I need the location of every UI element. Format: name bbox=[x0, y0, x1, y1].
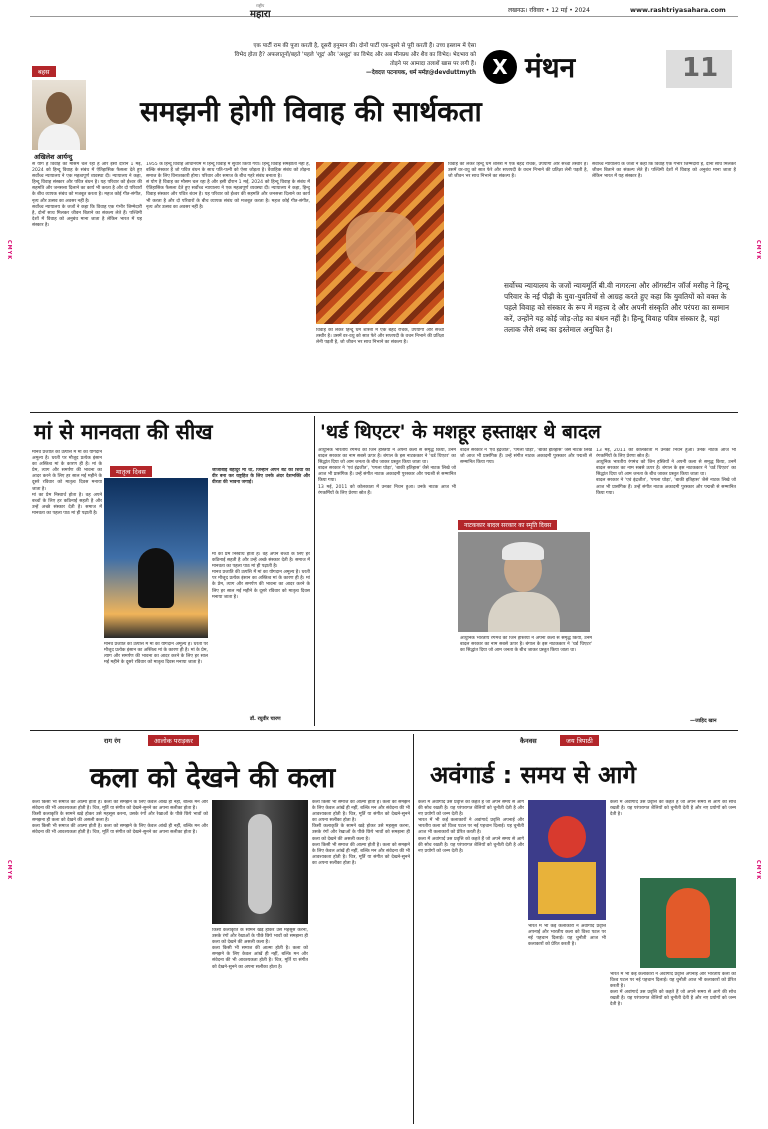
pull-quote: सर्वोच्च न्यायालय के जजों न्यायमूर्ति बी.वी नागरत्ना और ऑगस्टीन जॉर्ज मसीह ने हिन्दू परिवार के नई पीढ़ी के युवा-युवतियों से आग्रह करते हुए कहा कि युवतियों को वक्त के पहले विवाह को संस्कार के रूप में महत्त्व दे और अपनी संस्कृति और परंपरा का सम्मान करें, उन्होंने यह कोई जोड़-तोड़ का बंधन नहीं है। हिन्दू विवाह पवित्र संस्कार है, यहां तलाक जैसे शब्द का इस्तेमाल अनुचित है। bbox=[504, 281, 730, 334]
paragraph: कला किसी भी समाज की आत्मा होती है। कला को समझने के लिए केवल आंखें ही नहीं, बल्कि मन और संवेदना की भी आवश्यकता होती है। चित्र, मूर्ति या संगीत को देखने-सुनने का अपना सलीका होता है। bbox=[212, 946, 308, 970]
painting-body-icon bbox=[538, 862, 596, 914]
paragraph: कला किसी भी समाज की आत्मा होती है। कला को समझने के लिए केवल आंखें ही नहीं, बल्कि मन और संवेदना की भी आवश्यकता होती है। चित्र, मूर्ति या संगीत को देखने-सुनने का अपना सलीका होता है। bbox=[312, 800, 410, 824]
paragraph: कला किसी भी समाज की आत्मा होती है। कला को समझने के लिए केवल आंखें ही नहीं, बल्कि मन और संवेदना की भी आवश्यकता होती है। चित्र, मूर्ति या संगीत को देखने-सुनने का अपना सलीका होता है। bbox=[32, 800, 208, 812]
paragraph: मानव प्रजाति की उत्पत्ति में मां का योगदान अमूल्य है। धरती पर मौजूद प्रत्येक इंसान का अस्तित्व मां के कारण ही है। मां के प्रेम, त्याग और समर्पण की भावना का आदर करने के लिए हर साल मई महीने के दूसरे रविवार को मातृत्व दिवस मनाया जाता है। bbox=[104, 642, 208, 666]
headline: मां से मानवता की सीख bbox=[34, 420, 213, 444]
paragraph: कला में अवांगार्द उस प्रवृत्ति को कहते हैं जो अपने समय से आगे की सोच रखती है। यह परंपरागत शैलियों को चुनौती देती है और नए प्रयोगों को जन्म देती है। bbox=[610, 800, 736, 818]
author-head-icon bbox=[46, 92, 72, 124]
author-name: अखिलेश आर्यन्दु bbox=[34, 153, 73, 161]
brand-logo: महारा bbox=[250, 9, 271, 20]
cmyk-mark: CMYK bbox=[755, 860, 761, 881]
headline: 'थर्ड थिएटर' के मशहूर हस्ताक्षर थे बादल bbox=[320, 421, 601, 443]
x-logo-icon: X bbox=[483, 50, 517, 84]
article-tag: मातृत्व दिवस bbox=[110, 466, 152, 477]
paragraph: कला में अवांगार्द उस प्रवृत्ति को कहते हैं जो अपने समय से आगे की सोच रखती है। यह परंपरागत शैलियों को चुनौती देती है और नए प्रयोगों को जन्म देती है। bbox=[610, 990, 736, 1008]
page-number-box bbox=[666, 50, 732, 88]
article-body bbox=[318, 448, 456, 726]
paragraph: आधुनिक भारतीय रंगमंच को जिन हस्तियों ने अपनी कला से समृद्ध किया, उनमें बादल सरकार का नाम सबसे ऊपर है। बंगाल के इस नाटककार ने 'थर्ड थिएटर' का सिद्धांत दिया जो आम जनता के बीच जाकर प्रस्तुत किया जाता था। bbox=[596, 460, 736, 478]
mother-photo bbox=[104, 478, 208, 638]
article-body bbox=[312, 800, 410, 1122]
paragraph: 13 मई, 2011 को कोलकाता में उनका निधन हुआ। उनके नाटक आज भी रंगकर्मियों के लिए प्रेरणा स्रोत हैं। bbox=[596, 448, 736, 460]
paragraph: किसी कलाकृति के सामने खड़े होकर उसे महसूस करना, उसके रंगों और रेखाओं के पीछे छिपे भावों को समझना ही कला को देखने की असली कला है। bbox=[212, 928, 308, 946]
article-body bbox=[610, 972, 736, 1122]
article-body bbox=[418, 800, 524, 1122]
masthead bbox=[30, 3, 738, 20]
column-header bbox=[520, 736, 700, 746]
paragraph: मां का प्रेम निस्वार्थ होता है। वह अपने बच्चों के लिए हर कठिनाई सहती है और उन्हें अच्छे संस्कार देती है। समाज में मानवता का पहला पाठ मां ही पढ़ाती है। bbox=[212, 552, 310, 570]
paragraph: सर्वोच्च न्यायालय के जजों ने कहा कि विवाह एक गंभीर जिम्मेदारी है, दोनों साथ मिलकर जीवन बिताने का संकल्प लेते हैं। पश्चिमी देशों में विवाह को अनुबंध माना जाता है लेकिन भारत में यह संस्कार है। bbox=[592, 162, 736, 180]
paragraph: सं योग है विवाह का मौसम चल रहा है और इसी दौरान 1 मई, 2024 को हिन्दू विवाह के संबंध में ऐतिहासिक फैसला देते हुए सर्वोच्च न्यायालय ने एक महत्वपूर्ण व्यवस्था दी। न्यायालय ने कहा, हिन्दू विवाह संस्कार और पवित्र बंधन है। यह परिवार को ईश्वर की सहमति और जनसत्ता दिलाने का कार्य भी करता है और दो परिवारों के बीच व्यापक संबंध को मजबूत करता है। महज कोई गीत-संगीत, नृत्य और उत्सव का अवसर नहीं है। bbox=[146, 180, 310, 210]
section-name: मंथन bbox=[525, 51, 576, 84]
author-photo bbox=[32, 80, 86, 150]
article-body bbox=[596, 448, 736, 716]
column-author: आलोक पराड़कर bbox=[148, 735, 199, 746]
headline: कला को देखने की कला bbox=[90, 761, 336, 794]
article-body bbox=[104, 642, 208, 724]
divider bbox=[314, 416, 315, 726]
column-header bbox=[104, 736, 284, 746]
article-body bbox=[32, 162, 142, 407]
paragraph: सं योग है विवाह का मौसम चल रहा है और इसी दौरान 1 मई, 2024 को हिन्दू विवाह के संबंध में ऐतिहासिक फैसला देते हुए सर्वोच्च न्यायालय ने एक महत्वपूर्ण व्यवस्था दी। न्यायालय ने कहा, हिन्दू विवाह संस्कार और पवित्र बंधन है। यह परिवार को ईश्वर की सहमति और जनसत्ता दिलाने का कार्य भी करता है और दो परिवारों के बीच व्यापक संबंध को मजबूत करता है। महज कोई गीत-संगीत, नृत्य और उत्सव का अवसर नहीं है। bbox=[32, 162, 142, 204]
article-body bbox=[146, 162, 310, 407]
painting-photo bbox=[528, 800, 606, 920]
website: www.rashtriyasahara.com bbox=[630, 6, 726, 14]
paragraph: किसी कलाकृति के सामने खड़े होकर उसे महसूस करना, उसके रंगों और रेखाओं के पीछे छिपे भावों को समझना ही कला को देखने की असली कला है। bbox=[32, 812, 208, 824]
column-name: राग रंग bbox=[104, 737, 121, 745]
paragraph: 13 मई, 2011 को कोलकाता में उनका निधन हुआ। उनके नाटक आज भी रंगकर्मियों के लिए प्रेरणा स्रोत हैं। bbox=[318, 484, 456, 496]
wedding-photo bbox=[316, 162, 444, 324]
paragraph: भारत में भी कई कलाकारों ने अवांगार्द प्रवृत्ति अपनाई और भारतीय कला को विश्व पटल पर नई पहचान दिलाई। यह चुनौती आज भी कलाकारों को प्रेरित करती है। bbox=[528, 924, 606, 948]
paragraph: कला में अवांगार्द उस प्रवृत्ति को कहते हैं जो अपने समय से आगे की सोच रखती है। यह परंपरागत शैलियों को चुनौती देती है और नए प्रयोगों को जन्म देती है। bbox=[418, 836, 524, 854]
paragraph: बादल सरकार ने 'एवं इंद्रजीत', 'पगला घोड़ा', 'बाकी इतिहास' जैसे नाटक लिखे जो आज भी प्रासंगिक हैं। उन्हें संगीत नाटक अकादमी पुरस्कार और पद्मश्री से सम्मानित किया गया। bbox=[460, 448, 592, 466]
brand-sub: राष्ट्रीय bbox=[256, 3, 265, 8]
article-body bbox=[212, 928, 308, 1122]
paragraph: मानव प्रजाति की उत्पत्ति में मां का योगदान अमूल्य है। धरती पर मौजूद प्रत्येक इंसान का अस्तित्व मां के कारण ही है। मां के प्रेम, त्याग और समर्पण की भावना का आदर करने के लिए हर साल मई महीने के दूसरे रविवार को मातृत्व दिवस मनाया जाता है। bbox=[212, 570, 310, 600]
photo-caption: जीजाबाई बहादुर मां थीं, जिन्होंने अपने बेटे को शिवा को वीर बना कर राष्ट्रहित के लिए उनके अंदर देशभक्ति और वीरता की भावना जगाई। bbox=[212, 468, 310, 486]
article-body bbox=[460, 448, 592, 518]
paragraph: कला किसी भी समाज की आत्मा होती है। कला को समझने के लिए केवल आंखें ही नहीं, बल्कि मन और संवेदना की भी आवश्यकता होती है। चित्र, मूर्ति या संगीत को देखने-सुनने का अपना सलीका होता है। bbox=[312, 842, 410, 866]
article-body bbox=[32, 450, 102, 725]
paragraph: किसी कलाकृति के सामने खड़े होकर उसे महसूस करना, उसके रंगों और रेखाओं के पीछे छिपे भावों को समझना ही कला को देखने की असली कला है। bbox=[312, 824, 410, 842]
quote-line: विभेद होता है? अफलातूनों/बहते 'पहले 'शूद्र' और 'अशूद्र' का विभेद और अब मीनप्रथ और शैव का विभेद। भेदभाव को bbox=[234, 52, 476, 58]
paragraph: भारत में भी कई कलाकारों ने अवांगार्द प्रवृत्ति अपनाई और भारतीय कला को विश्व पटल पर नई पहचान दिलाई। यह चुनौती आज भी कलाकारों को प्रेरित करती है। bbox=[418, 818, 524, 836]
article-body bbox=[460, 636, 592, 726]
paragraph: आधुनिक भारतीय रंगमंच को जिन हस्तियों ने अपनी कला से समृद्ध किया, उनमें बादल सरकार का नाम सबसे ऊपर है। बंगाल के इस नाटककार ने 'थर्ड थिएटर' का सिद्धांत दिया जो आम जनता के बीच जाकर प्रस्तुत किया जाता था। bbox=[460, 636, 592, 654]
column-author: जय त्रिपाठी bbox=[560, 735, 599, 746]
article-tag: बहस bbox=[32, 66, 56, 77]
page-number: 11 bbox=[682, 53, 719, 83]
quote-line: तोड़ने पर आमादा तलाशें खास पर लगी हैं। bbox=[390, 61, 476, 67]
painting-face-icon bbox=[548, 816, 586, 858]
headline: अवंगार्ड : समय से आगे bbox=[430, 761, 637, 789]
cmyk-mark: CMYK bbox=[6, 860, 12, 881]
cmyk-mark: CMYK bbox=[755, 240, 761, 261]
folk-art-photo bbox=[640, 878, 736, 968]
hands-icon bbox=[346, 212, 416, 272]
article-tag: नाटककार बादल सरकार का स्मृति दिवस bbox=[458, 520, 557, 530]
paragraph: बादल सरकार ने 'एवं इंद्रजीत', 'पगला घोड़ा', 'बाकी इतिहास' जैसे नाटक लिखे जो आज भी प्रासंगिक हैं। उन्हें संगीत नाटक अकादमी पुरस्कार और पद्मश्री से सम्मानित किया गया। bbox=[318, 466, 456, 484]
paragraph: भारत में भी कई कलाकारों ने अवांगार्द प्रवृत्ति अपनाई और भारतीय कला को विश्व पटल पर नई पहचान दिलाई। यह चुनौती आज भी कलाकारों को प्रेरित करती है। bbox=[610, 972, 736, 990]
paragraph: बादल सरकार ने 'एवं इंद्रजीत', 'पगला घोड़ा', 'बाकी इतिहास' जैसे नाटक लिखे जो आज भी प्रासंगिक हैं। उन्हें संगीत नाटक अकादमी पुरस्कार और पद्मश्री से सम्मानित किया गया। bbox=[596, 478, 736, 496]
folk-figure-icon bbox=[666, 888, 710, 958]
byline: —जाहिद खान bbox=[690, 718, 717, 724]
paragraph: मानव प्रजाति की उत्पत्ति में मां का योगदान अमूल्य है। धरती पर मौजूद प्रत्येक इंसान का अस्तित्व मां के कारण ही है। मां के प्रेम, त्याग और समर्पण की भावना का आदर करने के लिए हर साल मई महीने के दूसरे रविवार को मातृत्व दिवस मनाया जाता है। bbox=[32, 450, 102, 492]
column-name: कैनवस bbox=[520, 737, 537, 745]
paragraph: विवाह को लेकर हिन्दू धर्म शास्त्रों में एक बेहद रोचक, उपयोगी और सच्ची तस्वीर है। उसमें वर-वधु को सात फेरे और सप्तपदी के वचन निभाने की प्रतिज्ञा लेनी पड़ती है, जो जीवन भर साथ निभाने का संकल्प है। bbox=[448, 162, 588, 180]
paragraph: 1955 के हिन्दू विवाह अधिनियम में हिन्दू विवाह में सुधार किया गया। हिन्दू विवाह समझौता नहीं है, बल्कि संस्कार है जो पवित्र बंधन के साथ पति-पत्नी को ऐसा जोड़ता है। वैवाहिक संबंध को तोड़ना समाज के लिए विनाशकारी होगा। परिवार और समाज के बीच गहरे संबंध बनाता है। bbox=[146, 162, 310, 180]
photo-caption bbox=[316, 328, 444, 406]
figure-icon bbox=[248, 814, 272, 914]
headline-main: समझनी होगी विवाह की सार्थकता bbox=[140, 95, 482, 128]
silhouette-icon bbox=[138, 548, 174, 608]
article-body bbox=[592, 162, 736, 272]
divider bbox=[30, 412, 738, 413]
quote-box bbox=[198, 42, 476, 92]
article-body bbox=[448, 162, 588, 272]
sculpture-photo bbox=[212, 800, 308, 924]
paragraph: सर्वोच्च न्यायालय के जजों ने कहा कि विवाह एक गंभीर जिम्मेदारी है, दोनों साथ मिलकर जीवन बिताने का संकल्प लेते हैं। पश्चिमी देशों में विवाह को अनुबंध माना जाता है लेकिन भारत में यह संस्कार है। bbox=[32, 204, 142, 228]
quote-line: एक पार्टी राम की पूजा करती है, दूसरी हनुमान की। दोनों पार्टी एक-दूसरे से पूरी करती हैं। उच्च इस्लाम में ऐसा bbox=[253, 43, 476, 49]
article-body bbox=[528, 924, 606, 1122]
dateline: लखनऊ। रविवार • 12 मई • 2024 bbox=[508, 7, 590, 14]
paragraph: कला किसी भी समाज की आत्मा होती है। कला को समझने के लिए केवल आंखें ही नहीं, बल्कि मन और संवेदना की भी आवश्यकता होती है। चित्र, मूर्ति या संगीत को देखने-सुनने का अपना सलीका होता है। bbox=[32, 824, 208, 836]
paragraph: कला में अवांगार्द उस प्रवृत्ति को कहते हैं जो अपने समय से आगे की सोच रखती है। यह परंपरागत शैलियों को चुनौती देती है और नए प्रयोगों को जन्म देती है। bbox=[418, 800, 524, 818]
badal-sarkar-photo bbox=[458, 532, 590, 632]
portrait-body-icon bbox=[488, 592, 560, 632]
byline: डॉ. रघुवीर चारण bbox=[250, 716, 281, 722]
paragraph: आधुनिक भारतीय रंगमंच को जिन हस्तियों ने अपनी कला से समृद्ध किया, उनमें बादल सरकार का नाम सबसे ऊपर है। बंगाल के इस नाटककार ने 'थर्ड थिएटर' का सिद्धांत दिया जो आम जनता के बीच जाकर प्रस्तुत किया जाता था। bbox=[318, 448, 456, 466]
article-body bbox=[212, 552, 310, 712]
portrait-hair-icon bbox=[502, 542, 544, 560]
divider bbox=[30, 730, 738, 731]
author-body-icon bbox=[38, 124, 80, 150]
divider bbox=[413, 734, 414, 1124]
article-body bbox=[32, 800, 208, 1122]
paragraph: मां का प्रेम निस्वार्थ होता है। वह अपने बच्चों के लिए हर कठिनाई सहती है और उन्हें अच्छे संस्कार देती है। समाज में मानवता का पहला पाठ मां ही पढ़ाती है। bbox=[32, 492, 102, 516]
paragraph: विवाह को लेकर हिन्दू धर्म शास्त्रों में एक बेहद रोचक, उपयोगी और सच्ची तस्वीर है। उसमें वर-वधु को सात फेरे और सप्तपदी के वचन निभाने की प्रतिज्ञा लेनी पड़ती है, जो जीवन भर साथ निभाने का संकल्प है। bbox=[316, 328, 444, 346]
cmyk-mark: CMYK bbox=[6, 240, 12, 261]
quote-attribution: —देवदत्त पटनायक, धर्म मर्मज्ञ@devduttmyth bbox=[366, 70, 476, 76]
